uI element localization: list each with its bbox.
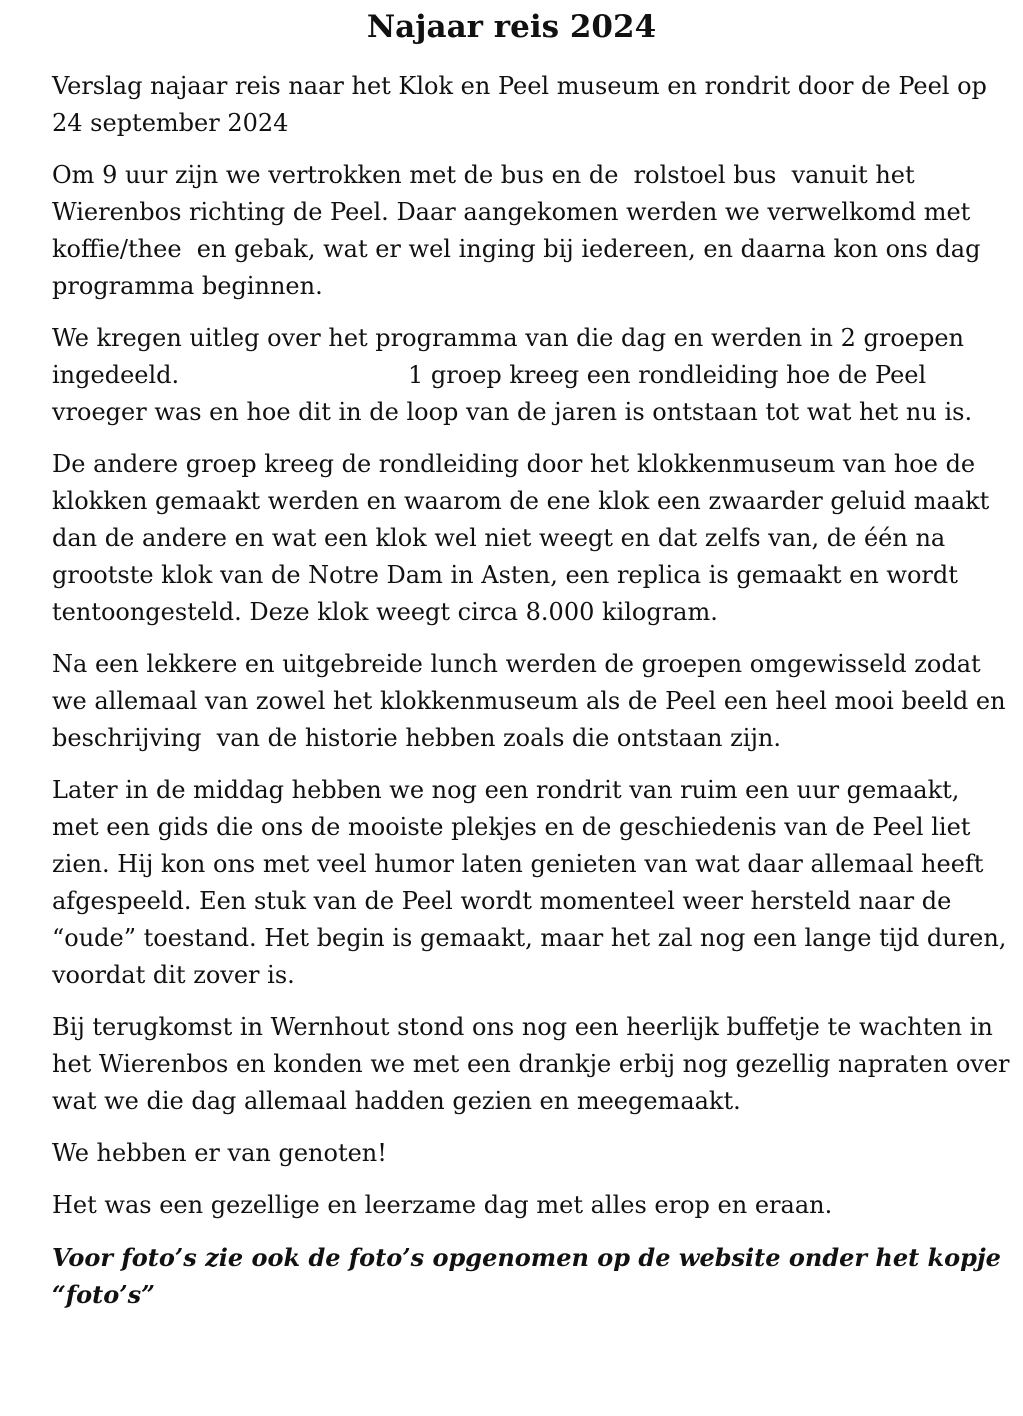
paragraph-intro: Verslag najaar reis naar het Klok en Peel museum en rondrit door de Peel op 24 september 2024: [52, 72, 995, 137]
paragraph-lunch: Na een lekkere en uitgebreide lunch werden de groepen omgewisseld zodat we allemaal van zowel het klokkenmuseum als de Peel een heel mooi beeld en beschrijving van de historie hebben zoals die ontstaan zijn.: [52, 650, 1014, 752]
paragraph-tour: Later in de middag hebben we nog een rondrit van ruim een uur gemaakt, met een gids die ons de mooiste plekjes en de geschiedenis van de Peel liet zien. Hij kon ons met veel humor laten genieten van wat daar allemaal heeft afgespeeld. Een stuk van de Peel wordt momenteel weer hersteld naar de “oude” toestand. Het begin is gemaakt, maar het zal nog een lange tijd duren, voordat dit zover is.: [52, 776, 1015, 989]
article-body: [52, 68, 1018, 1328]
paragraph-groups: We kregen uitleg over het programma van die dag en werden in 2 groepen ingedeeld. 1 groep kreeg een rondleiding hoe de Peel vroeger was en hoe dit in de loop van de jaren is ontstaan tot wat het nu is.: [52, 324, 973, 426]
paragraph-enjoyed: We hebben er van genoten!: [52, 1139, 387, 1167]
paragraph-clock-museum: De andere groep kreeg de rondleiding door het klokkenmuseum van hoe de klokken gemaakt werden en waarom de ene klok een zwaarder geluid maakt dan de andere en wat een klok wel niet weegt en dat zelfs van, de één na grootste klok van de Notre Dam in Asten, een replica is gemaakt en wordt tentoongesteld. Deze klok weegt circa 8.000 kilogram.: [52, 450, 997, 626]
closing-note: Voor foto’s zie ook de foto’s opgenomen op de website onder het kopje “foto’s”: [52, 1243, 1010, 1309]
paragraph-summary: Het was een gezellige en leerzame dag met alles erop en eraan.: [52, 1191, 833, 1219]
paragraph-departure: Om 9 uur zijn we vertrokken met de bus en de rolstoel bus vanuit het Wierenbos richting de Peel. Daar aangekomen werden we verwelkomd met koffie/thee en gebak, wat er wel inging bij iedereen, en daarna kon ons dag programma beginnen.: [52, 161, 989, 300]
page-title: Najaar reis 2024: [366, 9, 657, 45]
paragraph-return: Bij terugkomst in Wernhout stond ons nog een heerlijk buffetje te wachten in het Wierenbos en konden we met een drankje erbij nog gezellig napraten over wat we die dag allemaal hadden gezien en meegemaakt.: [52, 1013, 1018, 1115]
